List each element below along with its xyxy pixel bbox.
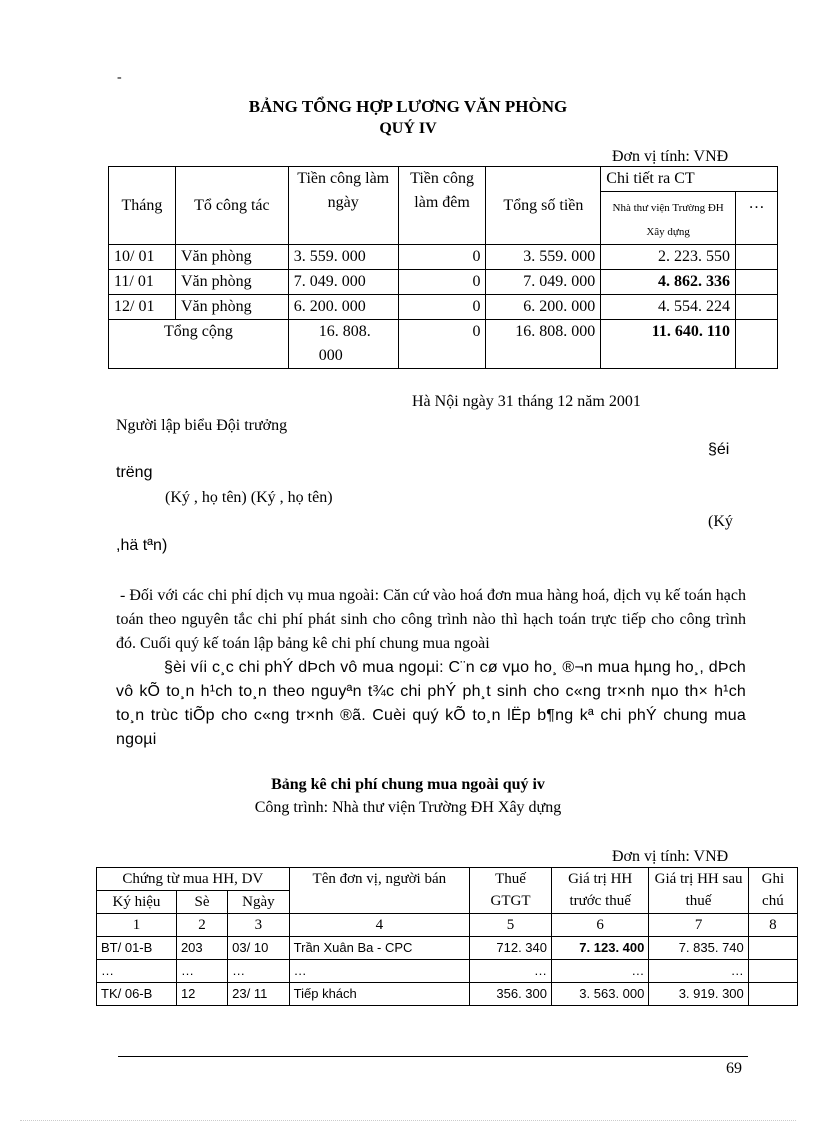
page-edge-dots [20,1120,796,1121]
cell-sau: 3. 919. 300 [649,983,748,1006]
cell-ghi [748,983,797,1006]
col-num: 4 [289,914,469,937]
footer-divider [118,1056,748,1057]
cell-empty [736,270,778,295]
salary-summary-table [108,166,778,369]
cell-ten: … [289,960,469,983]
cell-to: Văn phòng [175,295,288,320]
cell-empty [736,295,778,320]
cell-ngay: 23/ 11 [228,983,289,1006]
total-dem: 0 [398,320,486,369]
table-row [109,270,778,295]
col-num: 8 [748,914,797,937]
cell-ct: 4. 554. 224 [601,295,736,320]
table-row [97,983,798,1006]
table-header-row [109,167,778,192]
cell-ct: 2. 223. 550 [601,245,736,270]
total-label: Tổng cộng [109,320,289,369]
cell-ngay: 3. 559. 000 [288,245,398,270]
header-tong-so-tien: Tổng số tiền [486,167,601,245]
cell-ghi [748,960,797,983]
cell-tong: 3. 559. 000 [486,245,601,270]
table-row [97,937,798,960]
signature-roles: Người lập biểu Đội trưởng [116,417,288,434]
paragraph-dich-vu: - Đối với các chi phí dịch vụ mua ngoài: Căn cứ vào hoá đơn mua hàng hoá, dịch vụ kế toán hạch toán theo nguyên tắc chi phí phát sinh cho công trình nào thì hạch toán trực tiếp cho công trình đó. Cuối quý kế toán lập bảng kê chi phí chung mua ngoài [116,587,746,652]
cell-tong: 7. 049. 000 [486,270,601,295]
column-number-row [97,914,798,937]
page-title: BẢNG TỔNG HỢP LƯƠNG VĂN PHÒNG [248,97,568,116]
cell-truoc: 7. 123. 400 [552,937,649,960]
total-ngay: 16. 808. 000 [288,320,398,369]
col-num: 2 [176,914,227,937]
cell-ct: 4. 862. 336 [601,270,736,295]
cell-sau: … [649,960,748,983]
leading-dash: - [117,70,122,85]
header-truoc-thue: Giá trị HH trước thuế [552,868,649,914]
table-header-row [97,868,798,891]
signature-garbled-3: (Ký [708,513,733,530]
header-thue: Thuế GTGT [470,868,552,914]
cell-dem: 0 [398,295,486,320]
unit-label: Đơn vị tính: VNĐ [612,148,729,165]
paragraph-garbled: §èi víi c¸c chi phÝ dÞch vô mua ngoµi: C¨n cø vµo ho¸ ®¬n mua hµng ho¸, dÞch vô kÕ to¸n h¹ch to¸n theo nguyªn t¾c chi phÝ ph¸t sinh cho c«ng tr×nh nµo th× h¹ch to¸n trùc tiÕp cho c«ng tr×nh ®ã. Cuèi quý kÕ to¸n lËp b¶ng kª chi phÝ chung mua ngoµi [116,659,746,748]
col-num: 1 [97,914,177,937]
cell-empty [736,320,778,369]
cell-dem: 0 [398,270,486,295]
total-tong: 16. 808. 000 [486,320,601,369]
cell-ky-hieu: BT/ 01-B [97,937,177,960]
header-sau-thue: Giá trị HH sau thuế [649,868,748,914]
cell-thue: 712. 340 [470,937,552,960]
header-so: Sè [176,891,227,914]
signature-garbled-4: ,hä tªn) [116,537,168,554]
header-to-cong-tac: Tổ công tác [175,167,288,245]
cell-ghi [748,937,797,960]
page-number: 69 [726,1060,742,1077]
header-chung-tu: Chứng từ mua HH, DV [97,868,290,891]
cell-truoc: … [552,960,649,983]
cell-truoc: 3. 563. 000 [552,983,649,1006]
cell-so: 12 [176,983,227,1006]
unit-label-2: Đơn vị tính: VNĐ [612,848,729,865]
header-sub-more: … [736,192,778,245]
cell-ngay: … [228,960,289,983]
table-row [97,960,798,983]
header-ngay: Ngày [228,891,289,914]
cell-empty [736,245,778,270]
header-chi-tiet: Chi tiết ra CT [601,167,778,192]
page-subtitle: QUÝ IV [379,120,437,137]
header-thang: Tháng [109,167,176,245]
cell-thang: 12/ 01 [109,295,176,320]
header-tien-cong-ngay: Tiền công làm ngày [288,167,398,245]
cell-tong: 6. 200. 000 [486,295,601,320]
total-row [109,320,778,369]
total-ct: 11. 640. 110 [601,320,736,369]
cell-to: Văn phòng [175,245,288,270]
cell-so: … [176,960,227,983]
signature-garbled-2: trëng [116,464,153,481]
header-sub-nha-thu-vien: Nhà thư viện Trường ĐH Xây dựng [601,192,736,245]
table2-subtitle: Công trình: Nhà thư viện Trường ĐH Xây dựng [254,799,562,816]
header-tien-cong-dem: Tiền công làm đêm [398,167,486,245]
cell-sau: 7. 835. 740 [649,937,748,960]
date-line: Hà Nội ngày 31 tháng 12 năm 2001 [412,393,641,410]
cell-ngay: 03/ 10 [228,937,289,960]
cell-dem: 0 [398,245,486,270]
cell-to: Văn phòng [175,270,288,295]
cell-ngay: 6. 200. 000 [288,295,398,320]
col-num: 7 [649,914,748,937]
header-ten-don-vi: Tên đơn vị, người bán [289,868,469,914]
cell-thue: … [470,960,552,983]
header-ghi-chu: Ghi chú [748,868,797,914]
signature-garbled-1: §éi [708,441,730,458]
cell-ten: Tiếp khách [289,983,469,1006]
cell-ky-hieu: … [97,960,177,983]
signature-names: (Ký , họ tên) (Ký , họ tên) [165,489,333,506]
cell-thang: 11/ 01 [109,270,176,295]
cell-ten: Trần Xuân Ba - CPC [289,937,469,960]
header-ky-hieu: Ký hiệu [97,891,177,914]
cell-thang: 10/ 01 [109,245,176,270]
cell-so: 203 [176,937,227,960]
cell-thue: 356. 300 [470,983,552,1006]
col-num: 5 [470,914,552,937]
table2-title: Bảng kê chi phí chung mua ngoài quý iv [271,776,545,793]
cell-ky-hieu: TK/ 06-B [97,983,177,1006]
col-num: 6 [552,914,649,937]
col-num: 3 [228,914,289,937]
purchase-cost-table [96,867,798,1006]
table-row [109,295,778,320]
cell-ngay: 7. 049. 000 [288,270,398,295]
table-row [109,245,778,270]
